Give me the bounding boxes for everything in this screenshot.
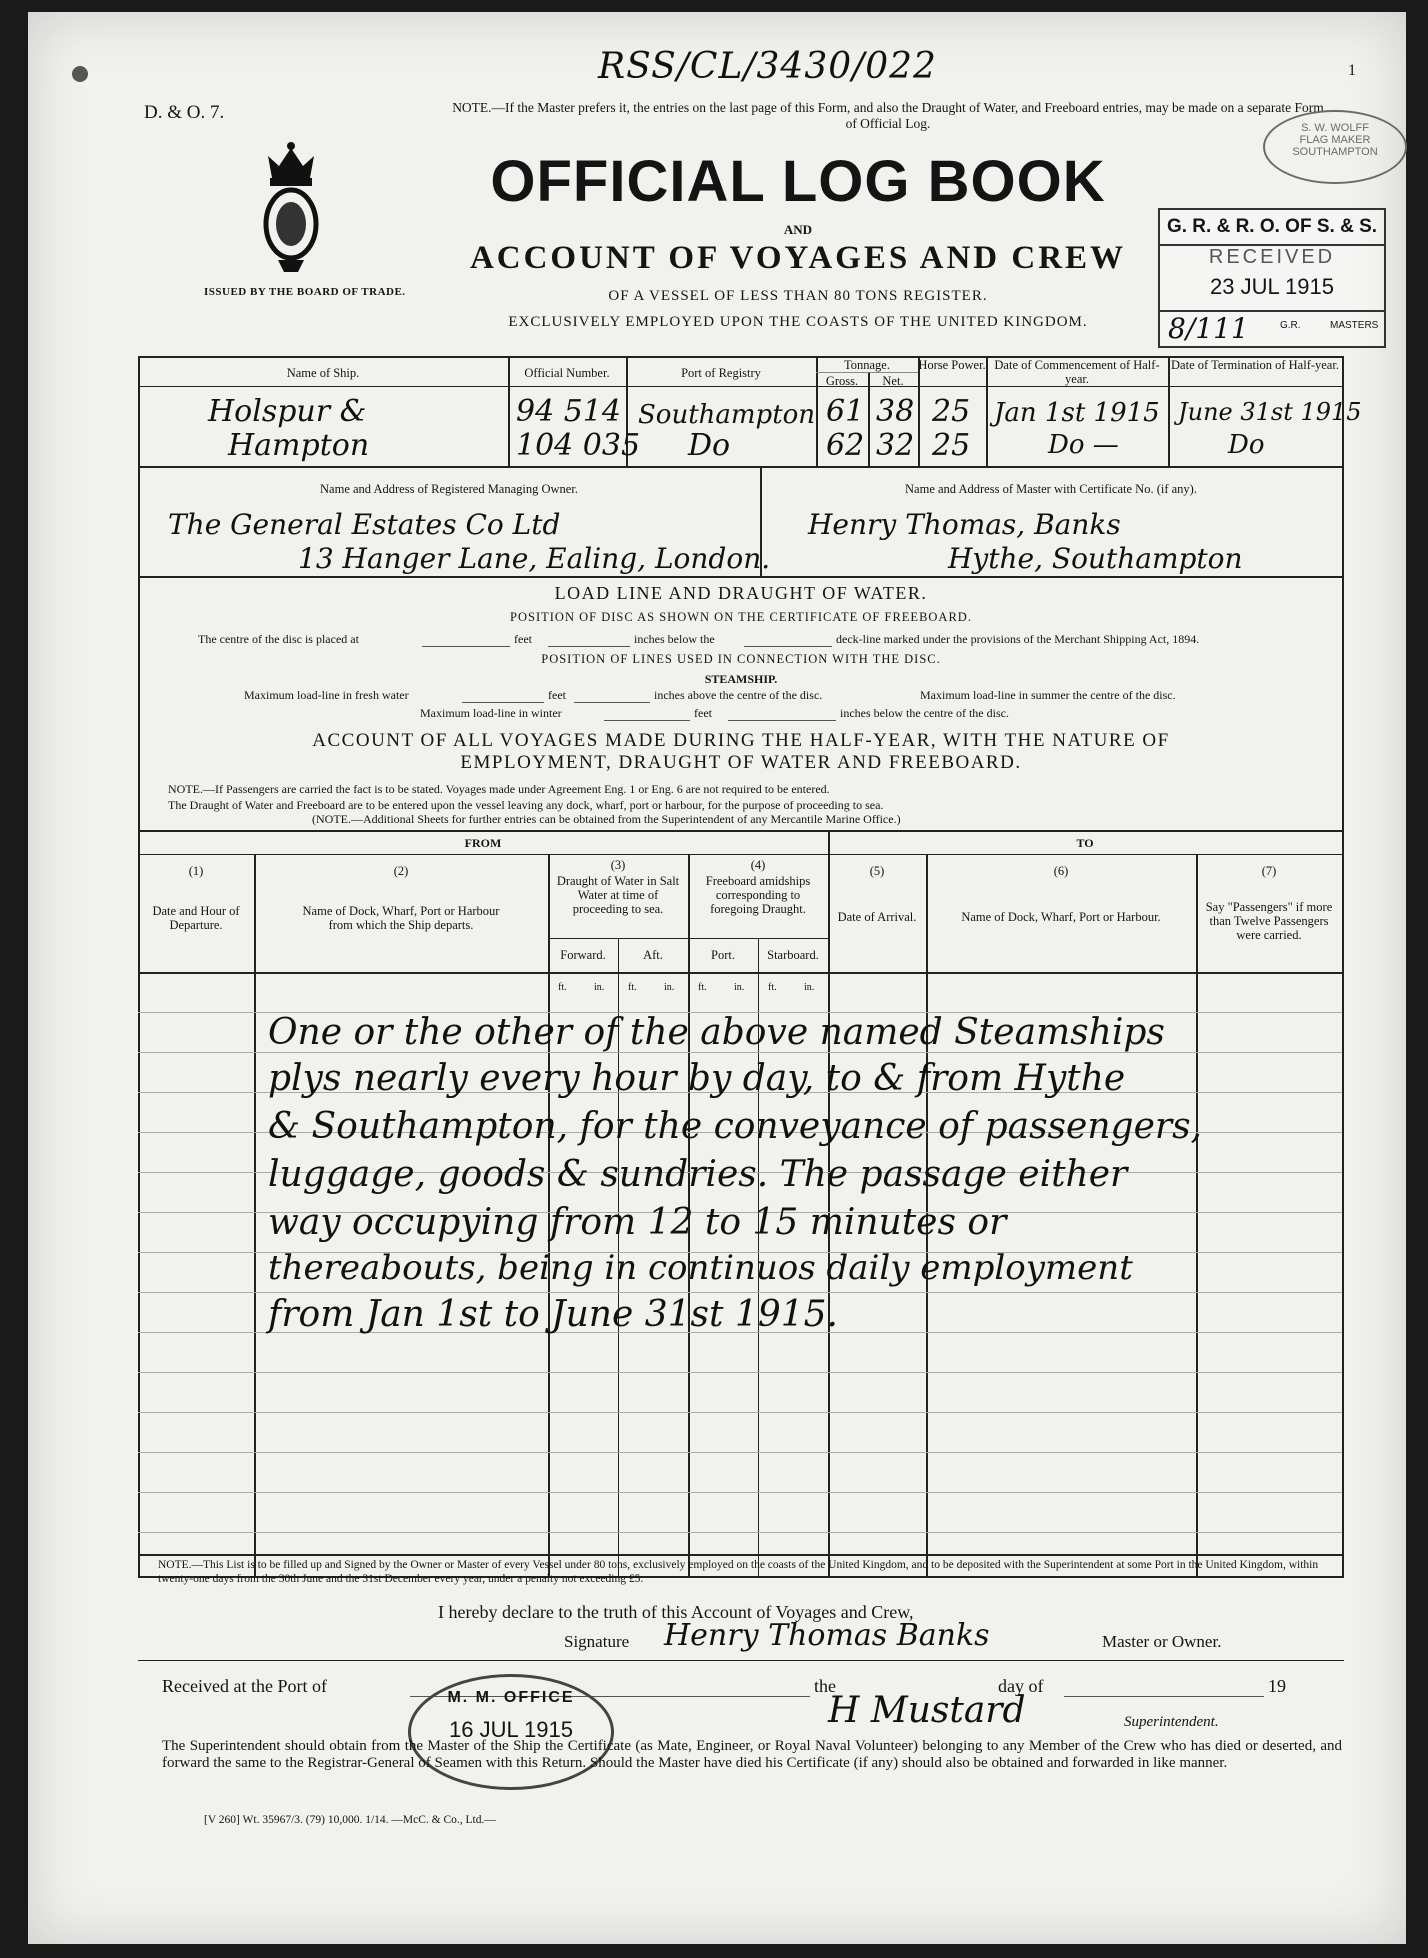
received-label: Received at the Port of (162, 1676, 327, 1696)
rule (1196, 854, 1198, 1576)
rule (138, 1660, 1344, 1661)
load-line-title: LOAD LINE AND DRAUGHT OF WATER. (554, 583, 928, 603)
fresh-a: Maximum load-line in fresh water (244, 688, 409, 702)
signature: Henry Thomas Banks (664, 1618, 990, 1653)
declaration: I hereby declare to the truth of this Account of Voyages and Crew, (438, 1602, 914, 1622)
stamp-header: G. R. & R. O. OF S. & S. (1160, 210, 1384, 246)
col3-label: Draught of Water in Salt Water at time of proceeding to sea. (556, 874, 680, 916)
fresh-c: inches above the centre of the disc. (654, 688, 823, 702)
col7-num: (7) (1261, 864, 1277, 878)
unit-ft: ft. (768, 982, 777, 993)
rule (548, 938, 828, 939)
fresh-b: feet (548, 688, 566, 702)
rule (138, 830, 1344, 832)
col1-num: (1) (188, 864, 204, 878)
unit-ft: ft. (628, 982, 637, 993)
net-2: 32 (876, 428, 915, 463)
col2-num: (2) (393, 864, 409, 878)
rule (138, 356, 140, 1578)
gross-2: 62 (826, 428, 865, 463)
col2-label: Name of Dock, Wharf, Port or Harbour from which the Ship departs. (302, 904, 500, 932)
page-number: 1 (1348, 62, 1356, 79)
load-line-sub1: POSITION OF DISC AS SHOWN ON THE CERTIFICATE OF FREEBOARD. (510, 610, 972, 624)
employment-scope: EXCLUSIVELY EMPLOYED UPON THE COASTS OF THE UNITED KINGDOM. (508, 314, 1088, 330)
rule (1342, 356, 1344, 1578)
ship-name-1: Holspur & (208, 394, 367, 429)
entry-line-4: luggage, goods & sundries. The passage either (268, 1154, 1128, 1195)
footer-note: NOTE.—This List is to be filled up and Signed by the Owner or Master of every Vessel under 80 tons, exclusively employed on the coasts of the United Kingdom, and to be deposited with the Superintendent at some Port in the United Kingdom, within twenty-one days from the 30th June and the 31st December every year, under a penalty not exceeding £5. (158, 1559, 1319, 1585)
to-label: TO (1076, 836, 1094, 850)
the-label: the (814, 1676, 836, 1696)
hp-1: 25 (932, 394, 971, 429)
superintendent-instructions: The Superintendent should obtain from the Master of the Ship the Certificate (as Mate, Engineer, or Royal Naval Volunteer) belonging to any Member of the Crew who has died or deserted, and forward the same to the Registrar-General of Seamen with this Return. Should the Master have died his Certificate (if any) should also be obtained and forwarded in like manner. (162, 1738, 1342, 1771)
stamp-footer (1160, 310, 1384, 346)
flag-maker-stamp (1263, 110, 1407, 184)
col6-num: (6) (1053, 864, 1069, 878)
stamp-received: RECEIVED (1208, 246, 1336, 268)
entry-line-3: & Southampton, for the conveyance of passengers, (268, 1106, 1202, 1147)
stamp-hand-number: 8/111 (1168, 312, 1249, 345)
archive-reference: RSS/CL/3430/022 (598, 46, 937, 87)
vessel-class: OF A VESSEL OF LESS THAN 80 TONS REGISTER. (608, 288, 988, 304)
end-2: Do (1228, 430, 1265, 460)
steamship-label: STEAMSHIP. (704, 672, 778, 686)
title-and: AND (783, 222, 813, 237)
col5-num: (5) (869, 864, 885, 878)
entry-line-1: One or the other of the above named Steamships (268, 1012, 1165, 1053)
master-label: Name and Address of Master with Certificate No. (if any). (905, 482, 1197, 496)
unit-in: in. (734, 982, 745, 993)
col-official-number: Official Number. (524, 366, 610, 380)
entry-line-6: thereabouts, being in continuos daily employment (268, 1248, 1133, 1288)
superintendent-signature: H Mustard (828, 1690, 1026, 1731)
disc-centre-a: The centre of the disc is placed at (198, 632, 359, 646)
top-note: NOTE.—If the Master prefers it, the entries on the last page of this Form, and also the Draught of Water, and Freeboard entries, may be made on a separate Form of Official Log. (452, 100, 1324, 131)
col5-label: Date of Arrival. (837, 910, 917, 924)
document-subtitle: ACCOUNT OF VOYAGES AND CREW (469, 240, 1127, 276)
col-termination: Date of Termination of Half-year. (1171, 358, 1339, 372)
col-gross: Gross. (825, 374, 859, 388)
owner-label: Name and Address of Registered Managing Owner. (320, 482, 578, 496)
official-number-2: 104 035 (516, 428, 641, 463)
ruled-line (138, 1532, 1342, 1533)
stamp-line: FLAG MAKER (1299, 134, 1371, 146)
ruled-line (138, 1412, 1342, 1413)
load-line-sub2: POSITION OF LINES USED IN CONNECTION WITH THE DISC. (541, 652, 941, 666)
unit-ft: ft. (698, 982, 707, 993)
winter-b: feet (694, 706, 712, 720)
stamp-office-date: 16 JUL 1915 (449, 1717, 573, 1742)
rule (138, 466, 1344, 468)
rule (138, 576, 1344, 578)
rule (1168, 356, 1170, 466)
rule (816, 372, 918, 373)
voyages-note-3: (NOTE.—Additional Sheets for further entries can be obtained from the Superintendent of any Mercantile Marine Office.) (312, 812, 901, 826)
disc-centre-b: feet (514, 632, 532, 646)
form-code: D. & O. 7. (144, 102, 225, 123)
day-of-label: day of (998, 1676, 1044, 1696)
net-1: 38 (876, 394, 915, 429)
winter-a: Maximum load-line in winter (420, 706, 562, 720)
ruled-line (138, 1372, 1342, 1373)
blank-line (728, 720, 836, 721)
punch-hole (72, 66, 88, 82)
disc-centre-c: inches below the (634, 632, 715, 646)
master-address: Hythe, Southampton (948, 542, 1243, 575)
blank-line (574, 702, 650, 703)
from-label: FROM (464, 836, 502, 850)
col-port: Port of Registry (681, 366, 761, 380)
issued-by: ISSUED BY THE BOARD OF TRADE. (204, 286, 406, 298)
col-port: Port. (711, 948, 735, 962)
stamp-footer-right: MASTERS (1330, 320, 1379, 331)
voyages-note-1: NOTE.—If Passengers are carried the fact is to be stated. Voyages made under Agreement Eng. 1 or Eng. 6 are not required to be entered. (168, 782, 830, 796)
col-net: Net. (882, 374, 904, 388)
rule (918, 356, 920, 466)
blank-line (744, 646, 832, 647)
hp-2: 25 (932, 428, 971, 463)
rule (138, 386, 1344, 387)
disc-centre-d: deck-line marked under the provisions of the Merchant Shipping Act, 1894. (836, 632, 1200, 646)
summer-line: Maximum load-line in summer the centre of the disc. (920, 688, 1176, 702)
printer-mark: [V 260] Wt. 35967/3. (79) 10,000. 1/14. —McC. & Co., Ltd.— (204, 1814, 496, 1826)
unit-in: in. (804, 982, 815, 993)
master-or-owner: Master or Owner. (1102, 1632, 1222, 1651)
col3-num: (3) (610, 858, 626, 872)
entry-line-2: plys nearly every hour by day, to & from Hythe (268, 1058, 1126, 1099)
col7-label: Say "Passengers" if more than Twelve Passengers were carried. (1205, 900, 1333, 942)
blank-line (1064, 1696, 1264, 1697)
stamp-office: M. M. OFFICE (447, 1689, 575, 1706)
rule (138, 972, 1344, 974)
rule (138, 854, 1344, 855)
blank-line (422, 646, 510, 647)
port-1: Southampton (638, 400, 816, 430)
document-title: OFFICIAL LOG BOOK (490, 149, 1106, 214)
stamp-line: S. W. WOLFF (1301, 122, 1369, 134)
rule (254, 854, 256, 1576)
winter-c: inches below the centre of the disc. (840, 706, 1009, 720)
blank-line (462, 702, 544, 703)
signature-label: Signature (564, 1632, 630, 1651)
marine-office-stamp (408, 1674, 614, 1790)
port-2: Do (688, 428, 731, 463)
voyages-title-2: EMPLOYMENT, DRAUGHT OF WATER AND FREEBOARD. (460, 752, 1022, 773)
unit-in: in. (664, 982, 675, 993)
stamp-footer-left: G.R. (1280, 320, 1301, 331)
col-horse-power: Horse Power. (918, 358, 986, 372)
ruled-line (138, 1292, 1342, 1293)
master-name: Henry Thomas, Banks (808, 508, 1121, 541)
ruled-line (138, 1492, 1342, 1493)
voyages-title-1: ACCOUNT OF ALL VOYAGES MADE DURING THE HALF-YEAR, WITH THE NATURE OF (312, 730, 1170, 751)
entry-line-7: from Jan 1st to June 31st 1915. (268, 1294, 838, 1335)
received-stamp (1158, 208, 1386, 348)
col-starboard: Starboard. (767, 948, 819, 962)
blank-line (548, 646, 630, 647)
ruled-line (138, 1452, 1342, 1453)
blank-line (604, 720, 690, 721)
start-1: Jan 1st 1915 (994, 398, 1160, 428)
owner-name: The General Estates Co Ltd (168, 508, 561, 541)
official-number-1: 94 514 (516, 394, 621, 429)
superintendent-label: Superintendent. (1124, 1714, 1219, 1730)
entry-line-5: way occupying from 12 to 15 minutes or (268, 1202, 1007, 1243)
col4-num: (4) (750, 858, 766, 872)
voyages-note-2: The Draught of Water and Freeboard are to be entered upon the vessel leaving any dock, wharf, port or harbour, for the purpose of proceeding to sea. (168, 798, 884, 812)
col-name-of-ship: Name of Ship. (286, 366, 360, 380)
col1-label: Date and Hour of Departure. (152, 904, 240, 932)
col-tonnage: Tonnage. (844, 358, 890, 372)
rule (138, 1554, 1344, 1556)
start-2: Do — (1048, 430, 1119, 460)
gross-1: 61 (826, 394, 865, 429)
col-forward: Forward. (560, 948, 606, 962)
royal-crest-icon (262, 142, 320, 279)
unit-ft: ft. (558, 982, 567, 993)
end-1: June 31st 1915 (1178, 398, 1362, 426)
col-commencement: Date of Commencement of Half-year. (994, 358, 1160, 386)
stamp-line: SOUTHAMPTON (1292, 146, 1378, 158)
unit-in: in. (594, 982, 605, 993)
col4-label: Freeboard amidships corresponding to foregoing Draught. (705, 874, 811, 916)
col-aft: Aft. (643, 948, 663, 962)
ship-name-2: Hampton (228, 428, 370, 463)
owner-address: 13 Hanger Lane, Ealing, London. (298, 542, 771, 575)
col6-label: Name of Dock, Wharf, Port or Harbour. (961, 910, 1161, 924)
stamp-date: 23 JUL 1915 (1210, 274, 1334, 299)
log-book-page (28, 12, 1406, 1944)
year-label: 19 (1268, 1676, 1286, 1696)
